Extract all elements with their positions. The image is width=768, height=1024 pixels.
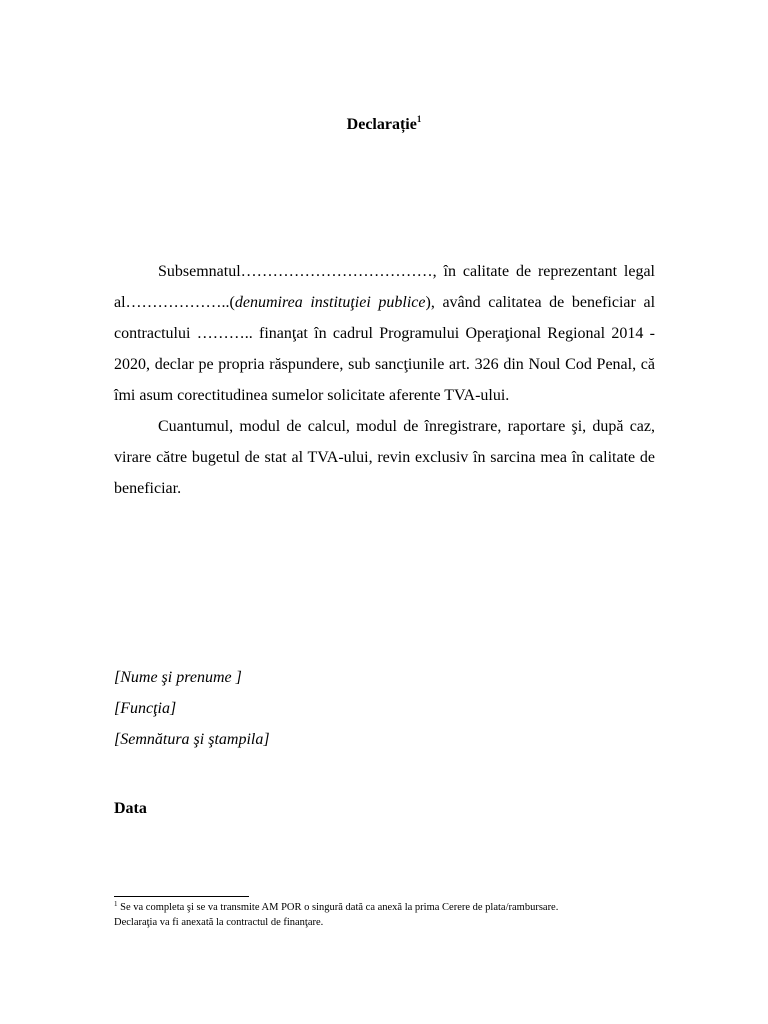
footnote-line-1 (114, 900, 654, 915)
public-institution-placeholder: denumirea instituţiei publice (234, 294, 426, 311)
name-placeholder: [Nume şi prenume ] (114, 669, 242, 686)
signature-block (114, 662, 270, 755)
declaration-body (114, 256, 655, 504)
title-text: Declarație (346, 116, 417, 133)
date-label: Data (114, 800, 147, 817)
footnote-separator (114, 896, 249, 897)
signature-stamp-placeholder: [Semnătura şi ştampila] (114, 731, 270, 748)
paragraph-1-text-b: ), având calitatea de beneficiar al contractului ……….. finanţat în cadrul Programului Operaţional Regional 2014 - 2020, declar pe propria răspundere, sub sancţiunile art. 326 din Noul Cod Penal, că îmi asum corectitudinea sumelor solicitate aferente TVA-ului. (114, 294, 656, 404)
footnote (114, 900, 654, 930)
function-placeholder: [Funcţia] (114, 700, 177, 717)
title-footnote-mark: 1 (416, 114, 422, 124)
footnote-text-1: Se va completa şi se va transmite AM POR o singură dată ca anexă la prima Cerere de plata/rambursare. (117, 902, 559, 913)
footnote-mark: 1 (114, 900, 118, 908)
document-title (0, 116, 768, 134)
declaration-paragraph-2: Cuantumul, modul de calcul, modul de înregistrare, raportare şi, după caz, virare către bugetul de stat al TVA-ului, revin exclusiv în sarcina mea în calitate de beneficiar. (114, 418, 655, 497)
paragraph-1-text-a: Subsemnatul………………………………, în calitate de reprezentant legal al………………..( (114, 263, 655, 311)
declaration-paragraph-1 (114, 256, 655, 411)
footnote-line-2: Declaraţia va fi anexată la contractul de finanţare. (114, 917, 324, 928)
